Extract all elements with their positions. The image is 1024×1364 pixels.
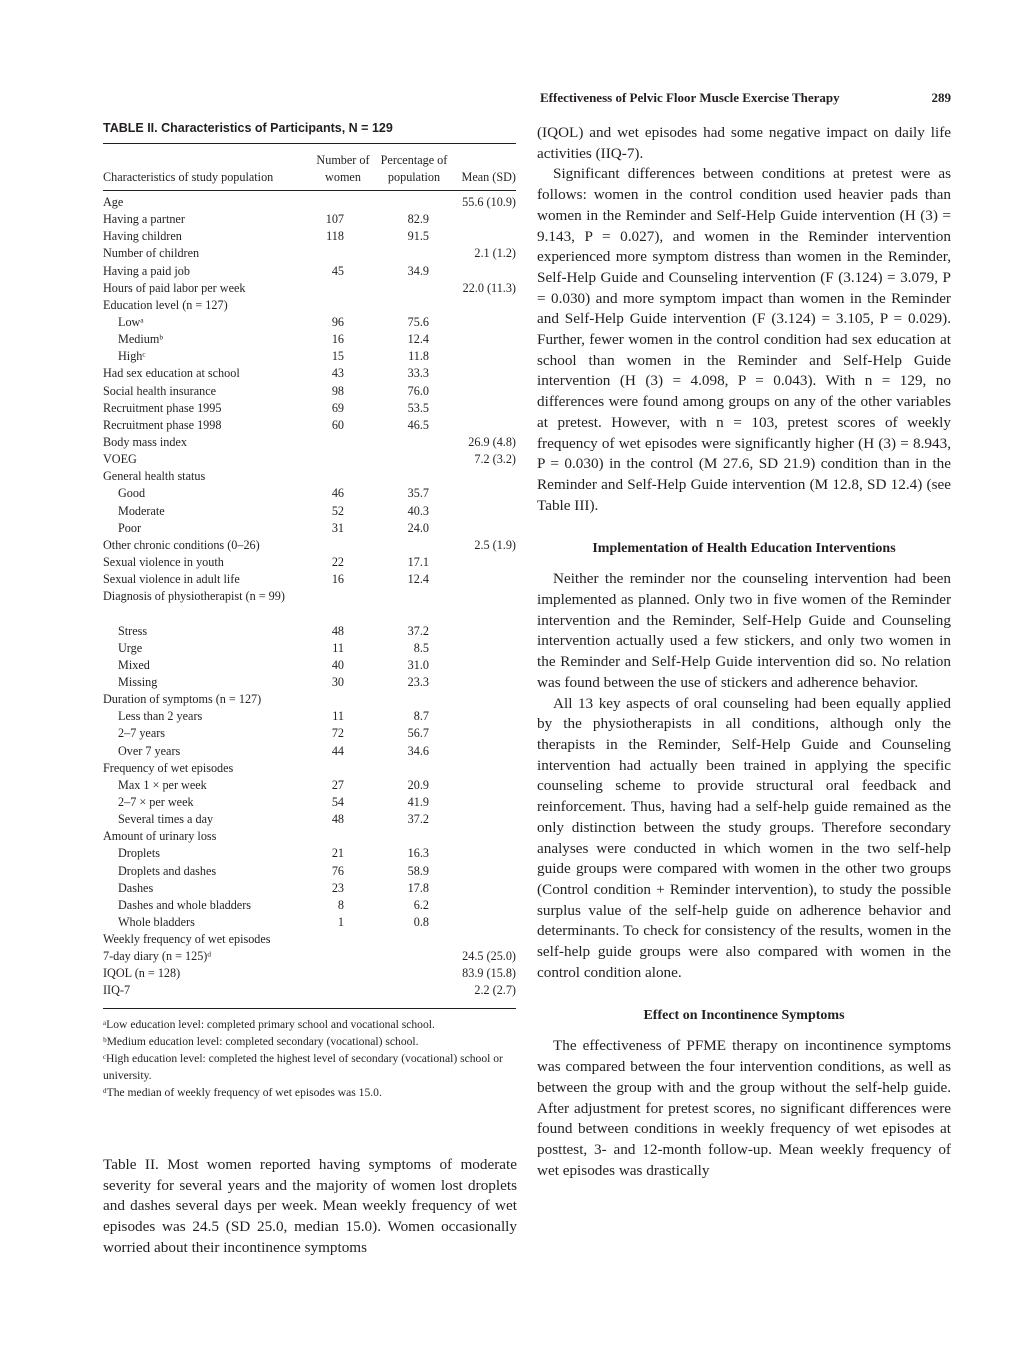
cell-number: 8 [337, 897, 344, 912]
cell-percentage: 58.9 [407, 863, 429, 878]
cell-label: 7-day diary (n = 125)ᵈ [103, 949, 212, 964]
cell-label: Diagnosis of physiotherapist (n = 99) [103, 589, 285, 604]
cell-mean [454, 725, 516, 742]
cell-percentage: 20.9 [407, 777, 429, 792]
cell-label: Amount of urinary loss [103, 829, 217, 844]
cell-number [312, 245, 374, 262]
cell-label: Lowᵃ [118, 314, 144, 329]
footnote-c: ᶜHigh education level: completed the highest level of secondary (vocational) school or university. [103, 1052, 503, 1083]
table-row [103, 777, 516, 794]
cell-mean [454, 794, 516, 811]
cell-mean [454, 297, 516, 314]
paragraph: Significant differences between conditions at pretest were as follows: women in the control condition used heavier pads than women in the Reminder and Self-Help Guide intervention (H (3) = 9.143, P = 0.027), and women in the Reminder intervention experienced more symptom distress than women in the Reminder, Self-Help Guide and Counseling intervention (F (3.124) = 3.079, P = 0.030) and more symptom impact than women in the Reminder and Self-Help Guide intervention (F (3.124) = 3.105, P = 0.029). Further, fewer women in the control condition had sex education at school than women in the Reminder and Self-Help Guide intervention (H (3) = 4.098, P = 0.043). With n = 129, no differences were found among groups on any of the other variables at pretest. However, with n = 103, pretest scores of weekly frequency of wet episodes were significantly higher (H (3) = 8.943, P = 0.030) in the control (M 27.6, SD 21.9) condition than in the Reminder and Self-Help Guide intervention (M 12.8, SD 12.4) (see Table III). [537, 165, 951, 514]
cell-label: Highᶜ [118, 349, 146, 364]
table-row [103, 314, 516, 331]
cell-percentage: 33.3 [407, 366, 429, 381]
cell-percentage [374, 948, 454, 965]
cell-label: Mediumᵇ [118, 332, 164, 347]
cell-percentage: 37.2 [407, 623, 429, 638]
cell-percentage [374, 297, 454, 314]
cell-label: Having children [103, 229, 182, 244]
cell-label: VOEG [103, 452, 137, 467]
cell-percentage: 37.2 [407, 812, 429, 827]
cell-mean [454, 845, 516, 862]
cell-mean [454, 383, 516, 400]
cell-mean [454, 417, 516, 434]
cell-percentage: 17.8 [407, 880, 429, 895]
table-row [103, 914, 516, 931]
running-head [540, 90, 951, 106]
page-number: 289 [931, 90, 951, 105]
table-row [103, 948, 516, 965]
cell-number: 107 [325, 212, 344, 227]
table-row [103, 588, 516, 622]
cell-percentage [374, 280, 454, 297]
cell-percentage: 12.4 [407, 332, 429, 347]
section-heading: Effect on Incontinence Symptoms [643, 1008, 845, 1024]
cell-percentage [374, 691, 454, 708]
cell-percentage: 0.8 [413, 914, 429, 929]
cell-mean: 24.5 (25.0) [462, 949, 516, 964]
table-row [103, 554, 516, 571]
table-row [103, 691, 516, 708]
table-characteristics [103, 121, 516, 1102]
cell-number: 1 [337, 914, 344, 929]
cell-number: 23 [331, 880, 344, 895]
cell-number [312, 948, 374, 965]
cell-label: Urge [118, 640, 143, 655]
cell-number [312, 194, 374, 211]
cell-number: 96 [331, 314, 344, 329]
running-head-title: Effectiveness of Pelvic Floor Muscle Exercise Therapy [540, 90, 840, 105]
cell-number: 27 [331, 777, 344, 792]
cell-label: Droplets [118, 846, 160, 861]
table-row [103, 674, 516, 691]
cell-number: 48 [331, 812, 344, 827]
footnote-d: ᵈThe median of weekly frequency of wet episodes was 15.0. [103, 1086, 382, 1100]
cell-percentage [374, 588, 454, 622]
table-row [103, 794, 516, 811]
cell-mean: 22.0 (11.3) [462, 280, 516, 295]
table-row [103, 623, 516, 640]
table-row [103, 485, 516, 502]
cell-number: 31 [331, 520, 344, 535]
table-row [103, 863, 516, 880]
cell-percentage: 82.9 [407, 212, 429, 227]
cell-label: Dashes [118, 880, 154, 895]
table-row [103, 828, 516, 845]
cell-number [312, 468, 374, 485]
cell-label: Weekly frequency of wet episodes [103, 932, 271, 947]
table-row [103, 657, 516, 674]
cell-percentage: 8.5 [413, 640, 429, 655]
cell-mean [454, 400, 516, 417]
cell-number: 46 [331, 486, 344, 501]
cell-mean [454, 623, 516, 640]
cell-percentage: 56.7 [407, 726, 429, 741]
cell-number [312, 982, 374, 999]
table-row [103, 897, 516, 914]
cell-mean [454, 365, 516, 382]
cell-percentage: 24.0 [407, 520, 429, 535]
table-row [103, 708, 516, 725]
cell-mean [454, 880, 516, 897]
paragraph: Table II. Most women reported having symptoms of moderate severity for several years and the majority of women lost droplets and dashes several days per week. Mean weekly frequency of wet episodes was 24.5 (SD 25.0, median 15.0). Women occasionally worried about their incontinence symptoms [103, 1156, 517, 1256]
left-column-text [103, 1155, 517, 1259]
cell-percentage: 35.7 [407, 486, 429, 501]
cell-number: 72 [331, 726, 344, 741]
cell-mean [454, 863, 516, 880]
cell-label: Sexual violence in youth [103, 554, 224, 569]
cell-number: 11 [332, 709, 344, 724]
cell-mean [454, 314, 516, 331]
cell-mean [454, 348, 516, 365]
cell-number: 54 [331, 794, 344, 809]
cell-mean: 2.1 (1.2) [474, 246, 516, 261]
cell-number: 15 [331, 349, 344, 364]
cell-number [312, 828, 374, 845]
table-row [103, 845, 516, 862]
footnote-b: ᵇMedium education level: completed secondary (vocational) school. [103, 1034, 419, 1048]
table-row [103, 931, 516, 948]
cell-mean [454, 657, 516, 674]
cell-label: IQOL (n = 128) [103, 966, 181, 981]
table-row [103, 571, 516, 588]
cell-number: 40 [331, 657, 344, 672]
cell-percentage [374, 434, 454, 451]
cell-number: 48 [331, 623, 344, 638]
cell-number [312, 537, 374, 554]
cell-percentage [374, 982, 454, 999]
cell-number: 98 [331, 383, 344, 398]
cell-percentage [374, 931, 454, 948]
cell-label: Good [118, 486, 146, 501]
header-percentage: Percentage of population [380, 153, 448, 184]
cell-label: Number of children [103, 246, 200, 261]
paragraph: (IQOL) and wet episodes had some negative impact on daily life activities (IIQ-7). [537, 124, 951, 162]
cell-number [312, 434, 374, 451]
cell-number: 21 [331, 846, 344, 861]
cell-label: Stress [118, 623, 148, 638]
cell-label: Other chronic conditions (0–26) [103, 537, 260, 552]
cell-percentage: 8.7 [413, 709, 429, 724]
cell-label: Hours of paid labor per week [103, 280, 246, 295]
cell-number [312, 931, 374, 948]
cell-mean [454, 263, 516, 280]
cell-number [312, 691, 374, 708]
cell-mean [454, 811, 516, 828]
cell-number: 52 [331, 503, 344, 518]
cell-label: Less than 2 years [118, 709, 203, 724]
cell-label: Missing [118, 674, 158, 689]
cell-mean [454, 777, 516, 794]
cell-mean [454, 468, 516, 485]
cell-number [312, 297, 374, 314]
cell-label: Education level (n = 127) [103, 297, 228, 312]
cell-mean [454, 554, 516, 571]
cell-mean [454, 588, 516, 622]
cell-number [312, 280, 374, 297]
cell-number: 60 [331, 417, 344, 432]
cell-mean: 7.2 (3.2) [474, 452, 516, 467]
cell-percentage: 41.9 [407, 794, 429, 809]
cell-mean: 83.9 (15.8) [462, 966, 516, 981]
cell-percentage [374, 468, 454, 485]
cell-mean [454, 571, 516, 588]
cell-label: Social health insurance [103, 383, 217, 398]
paragraph: Neither the reminder nor the counseling intervention had been implemented as planned. Only two in five women of the Reminder intervention and the Reminder, Self-Help Guide and Counseling intervention actually used a few stickers, and only two women in the Reminder and Self-Help Guide intervention did so. No relation was found between the use of stickers and adherence behavior. [537, 570, 951, 691]
cell-percentage: 34.6 [407, 743, 429, 758]
table-row [103, 245, 516, 262]
cell-mean [454, 640, 516, 657]
cell-mean: 2.5 (1.9) [474, 537, 516, 552]
table-row [103, 537, 516, 554]
cell-percentage: 12.4 [407, 572, 429, 587]
cell-percentage: 91.5 [407, 229, 429, 244]
cell-percentage: 17.1 [407, 554, 429, 569]
cell-mean [454, 828, 516, 845]
cell-percentage [374, 245, 454, 262]
cell-number: 43 [331, 366, 344, 381]
section-heading: Implementation of Health Education Interventions [592, 541, 896, 557]
header-number: Number of women [316, 153, 370, 184]
table-row [103, 725, 516, 742]
cell-percentage: 23.3 [407, 674, 429, 689]
right-column-text [537, 123, 951, 1181]
table-row [103, 297, 516, 314]
cell-mean [454, 228, 516, 245]
table-row [103, 451, 516, 468]
cell-number [312, 760, 374, 777]
cell-mean [454, 691, 516, 708]
cell-label: Duration of symptoms (n = 127) [103, 692, 262, 707]
cell-label: Recruitment phase 1998 [103, 417, 222, 432]
cell-mean [454, 520, 516, 537]
cell-label: Over 7 years [118, 743, 181, 758]
cell-percentage [374, 760, 454, 777]
footnote-a: ᵃLow education level: completed primary school and vocational school. [103, 1017, 435, 1031]
cell-percentage: 76.0 [407, 383, 429, 398]
cell-label: Body mass index [103, 434, 187, 449]
cell-percentage: 34.9 [407, 263, 429, 278]
cell-number: 118 [326, 229, 344, 244]
cell-percentage [374, 451, 454, 468]
table-row [103, 348, 516, 365]
cell-label: Frequency of wet episodes [103, 760, 234, 775]
cell-mean: 26.9 (4.8) [468, 434, 516, 449]
table-row [103, 880, 516, 897]
cell-mean [454, 211, 516, 228]
table-row [103, 228, 516, 245]
cell-number: 30 [331, 674, 344, 689]
cell-label: General health status [103, 469, 206, 484]
table-row [103, 965, 516, 982]
cell-label: Several times a day [118, 812, 214, 827]
cell-percentage: 6.2 [413, 897, 429, 912]
cell-label: Sexual violence in adult life [103, 572, 240, 587]
cell-percentage [374, 828, 454, 845]
cell-mean [454, 897, 516, 914]
cell-number [312, 965, 374, 982]
cell-label: Had sex education at school [103, 366, 240, 381]
cell-label: Moderate [118, 503, 165, 518]
table-row [103, 760, 516, 777]
table-row [103, 263, 516, 280]
table-row [103, 211, 516, 228]
table-row [103, 194, 516, 211]
cell-percentage: 46.5 [407, 417, 429, 432]
cell-percentage [374, 965, 454, 982]
cell-percentage: 11.8 [408, 349, 429, 364]
cell-number: 16 [331, 572, 344, 587]
cell-label: 2–7 × per week [118, 794, 194, 809]
cell-number: 11 [332, 640, 344, 655]
cell-label: Having a paid job [103, 263, 190, 278]
paragraph: The effectiveness of PFME therapy on incontinence symptoms was compared between the four intervention conditions, as well as between the group with and the group without the self-help guide. After adjustment for pretest scores, no significant differences were found between conditions in weekly frequency of wet episodes at posttest, 3- and 12-month follow-up. Mean weekly frequency of wet episodes was drastically [537, 1037, 951, 1179]
table-row [103, 365, 516, 382]
header-characteristics: Characteristics of study population [103, 170, 274, 184]
cell-percentage [374, 537, 454, 554]
cell-mean: 2.2 (2.7) [474, 983, 516, 998]
cell-percentage: 53.5 [407, 400, 429, 415]
table-footnotes [103, 1008, 516, 1102]
table-body [103, 191, 516, 1000]
table-row [103, 743, 516, 760]
table-row [103, 400, 516, 417]
cell-percentage: 16.3 [407, 846, 429, 861]
cell-mean [454, 708, 516, 725]
cell-percentage: 31.0 [407, 657, 429, 672]
cell-mean: 55.6 (10.9) [462, 195, 516, 209]
cell-mean [454, 331, 516, 348]
cell-number [312, 451, 374, 468]
cell-number: 16 [331, 332, 344, 347]
cell-label: Recruitment phase 1995 [103, 400, 222, 415]
table-caption: TABLE II. Characteristics of Participants, N = 129 [103, 121, 516, 144]
table-row [103, 503, 516, 520]
cell-mean [454, 931, 516, 948]
cell-number: 69 [331, 400, 344, 415]
table-row [103, 811, 516, 828]
table-row [103, 383, 516, 400]
table-row [103, 982, 516, 999]
cell-label: Whole bladders [118, 914, 195, 929]
table-header-row [103, 144, 516, 191]
cell-percentage: 40.3 [407, 503, 429, 518]
cell-number: 22 [331, 554, 344, 569]
table-row [103, 640, 516, 657]
cell-label: Age [103, 195, 124, 209]
cell-mean [454, 743, 516, 760]
table-row [103, 520, 516, 537]
cell-label: Having a partner [103, 212, 185, 227]
cell-mean [454, 914, 516, 931]
cell-percentage: 75.6 [407, 314, 429, 329]
table-row [103, 280, 516, 297]
cell-label: Mixed [118, 657, 150, 672]
cell-number [312, 588, 374, 622]
cell-percentage [374, 194, 454, 211]
cell-label: Max 1 × per week [118, 777, 207, 792]
cell-label: Dashes and whole bladders [118, 897, 252, 912]
cell-label: 2–7 years [118, 726, 166, 741]
cell-label: Poor [118, 520, 142, 535]
header-mean: Mean (SD) [461, 170, 516, 184]
cell-mean [454, 485, 516, 502]
cell-label: IIQ-7 [103, 983, 131, 998]
table-row [103, 468, 516, 485]
table-row [103, 417, 516, 434]
cell-number: 44 [331, 743, 344, 758]
cell-label: Droplets and dashes [118, 863, 217, 878]
cell-mean [454, 503, 516, 520]
cell-mean [454, 760, 516, 777]
table-row [103, 331, 516, 348]
cell-mean [454, 674, 516, 691]
cell-number: 45 [331, 263, 344, 278]
table-row [103, 434, 516, 451]
paragraph: All 13 key aspects of oral counseling had been equally applied by the physiotherapists in all conditions, although only the therapists in the Reminder, Self-Help Guide and Counseling intervention had actually been trained in applying the specific counseling scheme to provide structural oral feedback and reinforcement. Thus, having had a self-help guide remained as the only distinction between the study groups. Therefore secondary analyses were conducted in which women in the two self-help guide groups were compared with women in the other two groups (Control condition + Reminder intervention), to study the possible surplus value of the self-help guide on adherence behavior and determinants. To check for consistency of the results, women in the self-help guide groups were also compared with women in the control condition alone. [537, 694, 951, 981]
cell-number: 76 [331, 863, 344, 878]
